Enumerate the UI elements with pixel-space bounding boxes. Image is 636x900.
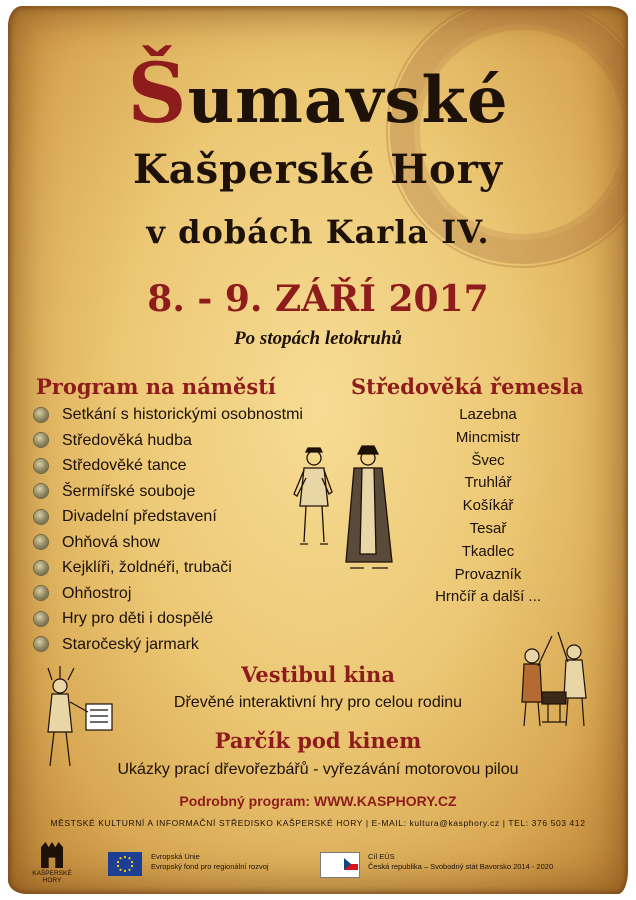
list-item [34, 530, 303, 556]
program-heading: Program na náměstí [36, 374, 276, 399]
list-item-label: Středověká hudba [62, 431, 192, 449]
list-item: Hrnčíř a další ... [435, 588, 541, 606]
program-list [34, 402, 303, 657]
parcik-heading: Parčík pod kinem [214, 728, 422, 753]
list-item-label: Ohňová show [62, 533, 160, 551]
crafts-list [408, 404, 568, 609]
list-item: Provazník [454, 565, 522, 583]
title-line-2: Kašperské Hory [132, 146, 504, 193]
list-item [34, 555, 303, 581]
list-item [34, 453, 303, 479]
eu-caption [151, 852, 269, 872]
list-item: Tesař [469, 519, 507, 537]
list-item [34, 581, 303, 607]
bullet-icon [34, 612, 48, 626]
logo-text: KAŠPERSKÉ HORY [32, 870, 72, 884]
bullet-icon [34, 408, 48, 422]
list-item-label: Divadelní představení [62, 508, 217, 525]
list-item: Truhlář [464, 474, 512, 492]
list-item [34, 479, 303, 505]
organizer-contact: MĚSTSKÉ KULTURNÍ A INFORMAČNÍ STŘEDISKO KAŠPERSKÉ HORY | E-MAIL: kultura@kasphory.cz | TEL: 376 503 412 [50, 818, 586, 828]
list-item-label: Kejklíři, žoldnéři, trubači [62, 559, 232, 576]
title-initial: Š [127, 46, 188, 142]
list-item [34, 504, 303, 530]
list-item [34, 428, 303, 454]
list-item: Švec [471, 451, 505, 469]
title-rest: umavské [187, 63, 509, 138]
jester-illustration [30, 666, 120, 776]
list-item: Tkadlec [461, 542, 515, 560]
motto: Po stopách letokruhů [234, 328, 402, 349]
list-item-label: Ohňostroj [62, 584, 132, 602]
czech-flag-icon [344, 858, 358, 870]
eu-flag-icon [108, 852, 142, 876]
parcik-text: Ukázky prací dřevořezbářů - vyřezávání motorovou pilou [117, 761, 519, 778]
list-item: Mincmistr [455, 428, 521, 446]
vestibul-heading: Vestibul kina [241, 662, 395, 687]
bullet-icon [34, 586, 48, 600]
list-item-label: Staročeský jarmark [62, 635, 199, 653]
list-item: Lazebna [459, 406, 517, 423]
list-item-label: Středověké tance [62, 457, 187, 474]
list-item [34, 632, 303, 658]
bullet-icon [34, 637, 48, 651]
title-line-3: v dobách Karla IV. [146, 213, 490, 251]
list-item-label: Šermířské souboje [62, 482, 196, 500]
bullet-icon [34, 459, 48, 473]
cross-border-caption [368, 852, 553, 872]
kasperske-hory-logo [32, 842, 72, 884]
cross-border-caption-line-1: Cíl EÚS [368, 852, 395, 861]
bullet-icon [34, 561, 48, 575]
list-item [34, 402, 303, 428]
list-item [34, 606, 303, 632]
eu-caption-line-1: Evropská Unie [151, 852, 200, 861]
bullet-icon [34, 510, 48, 524]
bullet-icon [34, 535, 48, 549]
title-line-1 [8, 46, 628, 142]
list-item: Košíkář [462, 497, 514, 515]
blacksmith-illustration [508, 626, 598, 736]
bullet-icon [34, 433, 48, 447]
bullet-icon [34, 484, 48, 498]
program-website: Podrobný program: WWW.KASPHORY.CZ [179, 793, 457, 809]
eu-caption-line-2: Evropský fond pro regionální rozvoj [151, 862, 269, 871]
event-date: 8. - 9. ZÁŘÍ 2017 [147, 278, 489, 320]
crafts-heading: Středověká řemesla [351, 374, 584, 399]
list-item-label: Setkání s historickými osobnostmi [62, 406, 303, 423]
poster-parchment [8, 6, 628, 894]
list-item-label: Hry pro děti i dospělé [62, 610, 214, 627]
castle-icon [41, 842, 63, 868]
cross-border-caption-line-2: Česká republika – Svobodný stát Bavorsko 2014 - 2020 [368, 862, 554, 871]
medieval-figures-illustration [284, 444, 404, 584]
vestibul-text: Dřevěné interaktivní hry pro celou rodinu [173, 694, 463, 711]
